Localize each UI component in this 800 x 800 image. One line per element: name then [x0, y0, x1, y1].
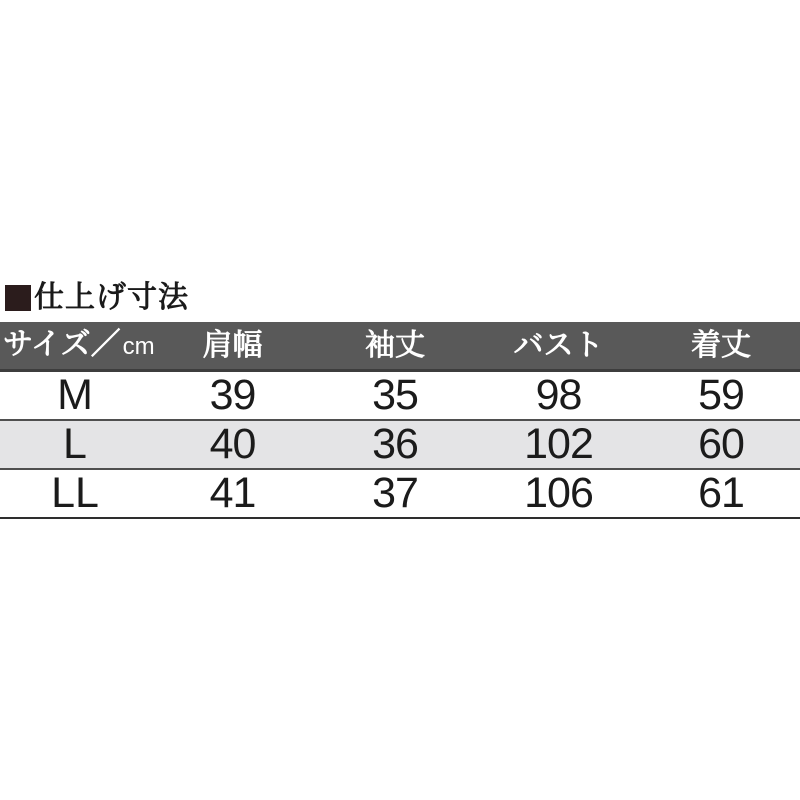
header-cell-shoulder-width: 肩幅: [150, 322, 315, 371]
filled-square-icon: [5, 285, 31, 311]
header-cell-bust: バスト: [475, 322, 642, 371]
size-header-label: サイズ／: [3, 328, 121, 361]
bust-cell: 102: [524, 420, 593, 468]
header-cell-size: [0, 322, 155, 371]
section-title-text: 仕上げ寸法: [34, 281, 189, 314]
sleeve-length-cell: 37: [372, 469, 418, 517]
header-cell-body-length: 着丈: [642, 322, 800, 371]
shoulder-width-cell: 40: [209, 420, 256, 468]
table-row-size-m: [0, 371, 800, 421]
body-length-cell: 61: [698, 469, 744, 517]
bust-cell: 106: [524, 469, 593, 517]
size-table: [0, 322, 800, 519]
size-cell: L: [63, 420, 87, 468]
shoulder-width-cell: 39: [209, 371, 256, 419]
table-row-size-ll: [0, 469, 800, 518]
size-cell: LL: [51, 469, 99, 517]
header-cell-sleeve-length: 袖丈: [315, 322, 475, 371]
body-length-cell: 60: [698, 420, 744, 468]
section-title: [5, 283, 189, 313]
size-cell: M: [57, 371, 93, 419]
table-header-row: [0, 322, 800, 371]
body-length-cell: 59: [698, 371, 744, 419]
shoulder-width-cell: 41: [209, 469, 256, 517]
size-header-unit: cm: [122, 333, 155, 360]
sleeve-length-cell: 35: [372, 371, 418, 419]
table-row-size-l: [0, 420, 800, 469]
bust-cell: 98: [535, 371, 582, 419]
sleeve-length-cell: 36: [372, 420, 418, 468]
